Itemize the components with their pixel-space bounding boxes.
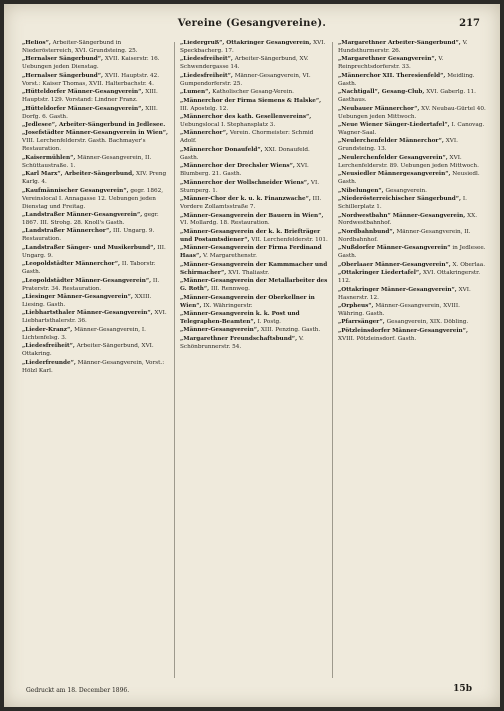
column-right <box>338 40 486 680</box>
list-item <box>338 56 486 72</box>
society-details: III. Apostelg. 12. <box>180 105 229 112</box>
list-item <box>338 245 486 261</box>
society-name: „Neubauer Männerchor“, <box>338 105 420 112</box>
list-item <box>338 303 486 319</box>
society-name: „Margarethner Arbeiter-Sängerbund“, <box>338 40 461 46</box>
list-item <box>338 40 486 56</box>
society-name: „Neulerchenfelder Männerchor“, <box>338 138 444 145</box>
society-details: XVI. Lerchenfelderstr. 89. Uebungen jeden Mittwoch. <box>338 154 479 169</box>
column-divider <box>174 42 175 678</box>
list-item <box>22 212 170 228</box>
society-details: Arbeiter-Sängerbund, XV. Schwendergasse 14. <box>180 56 309 71</box>
society-name: „Männer-Gesangverein der k. k. Briefträger und Postamtsdiener“, <box>180 228 321 243</box>
society-name: „Landstraßer Männerchor“, <box>22 228 112 235</box>
society-name: „Niederösterreichischer Sängerbund“, <box>338 196 462 203</box>
list-item <box>180 163 328 179</box>
page-header <box>4 18 500 38</box>
society-name: „Männer-Chor der k. u. k. Finanzwache“, <box>180 196 311 203</box>
society-name: „Josefstädter Männer-Gesangverein in Wien“, <box>22 130 168 137</box>
list-item <box>338 196 486 212</box>
society-name: „Hernalser Sängerbund“, <box>22 72 104 79</box>
society-details: XXI. Donaufeld. Gasth. <box>180 146 310 161</box>
list-item <box>22 261 170 277</box>
list-item <box>22 278 170 294</box>
society-name: „Jedlesee“, Arbeiter-Sängerbund in Jedlesee. <box>22 122 166 129</box>
society-details: Männer-Gesangverein, II. Schüttaustraße. 1. <box>22 154 152 169</box>
list-item <box>180 147 328 163</box>
society-name: „Hütteldorfer Männer-Gesangverein“, <box>22 89 144 96</box>
society-details: V. Reinprechtsdorferstr. 33. <box>338 56 444 71</box>
society-details: XIII. Dorfg. 6. Gasth. <box>22 105 158 120</box>
society-name: „Liedergruß“, Ottakringer Gesangverein, <box>180 40 312 46</box>
society-name: „Ottakringer Männer-Gesangverein“, <box>338 286 457 293</box>
society-details: V. Hundsthurmerstr. 26. <box>338 40 468 54</box>
page-footer <box>4 684 500 700</box>
society-details: XVII. Hauptstr. 42. Vorst.: Kaiser Thomas, XVII. Halterbachstr. 4. <box>22 72 160 87</box>
society-details: gegr. 1862, Vereinslocal I. Annagasse 12. Uebungen jeden Dienstag und Freitag. <box>22 187 164 210</box>
society-details: XIII. Penzing. Gasth. <box>260 327 321 334</box>
list-item <box>22 171 170 187</box>
list-item <box>180 98 328 114</box>
list-item <box>22 360 170 376</box>
society-name: „Neusiedler Männergesangverein“, <box>338 171 451 178</box>
list-item <box>180 336 328 352</box>
society-name: „Liedesfreiheit“, <box>22 343 75 350</box>
list-item <box>22 188 170 212</box>
list-item <box>22 40 170 56</box>
society-name: „Männerchor der Firma Siemens & Halske“, <box>180 97 322 104</box>
society-name: „Kaufmännischer Gesangverein“, <box>22 187 129 194</box>
society-details: III. Vordere Zollamtsstraße 7. <box>180 196 322 211</box>
society-name: „Margarethner Gesangverein“, <box>338 56 437 63</box>
column-divider <box>332 42 333 678</box>
list-item <box>180 40 328 56</box>
society-details: XXIII. Liesing. Gasth. <box>22 294 152 308</box>
list-item <box>338 188 486 196</box>
society-name: „Pötzleinsdorfer Männer-Gesangverein“, <box>338 327 468 334</box>
list-item <box>22 89 170 105</box>
list-item <box>180 196 328 212</box>
society-details: I. Schillerplatz 1. <box>338 196 467 211</box>
society-name: „Lumen“, <box>180 89 211 96</box>
society-details: Männer-Gesangverein, I. Lichtenfelsg. 3. <box>22 326 146 341</box>
directory-page <box>4 4 500 707</box>
society-name: „Nordwestbahn“ Männer-Gesangverein, <box>338 212 466 219</box>
society-details: XVI. Gaberlg. 11. Gasthaus. <box>338 89 476 104</box>
list-item <box>180 213 328 229</box>
society-name: „Liedesfreiheit“, <box>180 56 233 63</box>
society-name: „Nachtigall“, Gesang-Club, <box>338 89 425 96</box>
society-name: „Männer-Gesangverein der Kammmacher und Schirmacher“, <box>180 261 328 276</box>
society-details: gegr. 1867. III. Strohg. 28. Knoll's Gasth. <box>22 212 159 226</box>
list-item <box>22 106 170 122</box>
list-item <box>180 89 328 97</box>
society-name: „Leopoldstädter Männer-Gesangverein“, <box>22 277 152 284</box>
society-name: „Männerchor des kath. Gesellenvereins“, <box>180 114 312 121</box>
list-item <box>180 262 328 278</box>
society-details: XVI. Blumberg. 21. Gasth. <box>180 163 309 178</box>
society-details: Arbeiter-Sängerbund, XVI. Ottakring. <box>22 343 154 358</box>
society-details: VII. Lerchenfelderstr. 101. <box>251 236 328 243</box>
society-name: „Männer-Gesangverein k. k. Post und Telegraphen-Beamten“, <box>180 310 300 325</box>
society-details: Meidling. Gasth. <box>338 72 475 87</box>
society-name: „Leopoldstädter Männerchor“, <box>22 261 121 268</box>
society-name: „Liederfreunde“, <box>22 359 76 366</box>
society-details: XVI. Liebhartsthalerstr. 36. <box>22 310 167 325</box>
society-name: „Männerchor der Wollschneider Wiens“, <box>180 179 310 186</box>
society-details: XVIII. Pötzleinsdorf. Gasth. <box>338 335 417 342</box>
society-details: IX. Währingerstr. <box>203 302 253 309</box>
list-item <box>22 155 170 171</box>
society-name: „Männerchor der Drechsler Wiens“, <box>180 163 295 170</box>
society-name: „Neulerchenfelder Gesangverein“, <box>338 154 448 161</box>
society-name: „Karl Marx“, Arbeiter-Sängerbund, <box>22 171 135 178</box>
society-details: Männer-Gesangverein, VI. Gumpendorferstr. 25. <box>180 72 311 87</box>
list-item <box>338 171 486 187</box>
society-details: XVI. Ottakringerstr. 112. <box>338 270 481 285</box>
list-item <box>180 180 328 196</box>
society-details: X. Oberlaa. <box>452 261 486 268</box>
society-details: XIV. Preng Karlg. 4. <box>22 171 167 186</box>
list-item <box>180 73 328 89</box>
society-name: „Kaisermühlen“, <box>22 154 76 161</box>
list-item <box>338 328 486 344</box>
society-details: VI. Mollardg. 18. Restauration. <box>180 220 270 227</box>
society-details: XVI. Grundsteing. 13. <box>338 138 458 153</box>
list-item <box>338 262 486 270</box>
society-details: III. Rennweg. <box>210 286 250 293</box>
list-item <box>338 138 486 154</box>
list-item <box>22 294 170 310</box>
society-name: „Lieder-Kranz“, <box>22 326 73 333</box>
society-details: III. Ungarg. 9. <box>22 244 166 259</box>
society-name: „Nordbahnbund“, <box>338 228 395 235</box>
society-details: XVI. Thaliastr. <box>228 269 270 276</box>
society-details: Neusiedl. Gasth. <box>338 171 480 186</box>
list-item <box>22 130 170 154</box>
society-name: „Männer-Gesangverein der Firma Ferdinand Haas“, <box>180 245 322 260</box>
list-item <box>22 228 170 244</box>
list-item <box>338 106 486 122</box>
column-middle <box>180 40 328 680</box>
society-details: XX. Nordwestbahnhof. <box>338 212 477 227</box>
society-name: „Helios“, <box>22 40 51 46</box>
society-details: II. Praterstr. 34. Restauration. <box>22 277 160 292</box>
society-details: III. Ungarg. 9. Restauration. <box>22 228 155 243</box>
society-details: Gesangverein. <box>385 187 427 194</box>
list-item <box>338 89 486 105</box>
list-item <box>180 327 328 335</box>
society-name: „Nibelungen“, <box>338 187 384 194</box>
society-details: Männer-Gesangverein, XVIII. Währing. Gasth. <box>338 303 460 317</box>
society-name: „Pfarrsänger“, <box>338 319 385 326</box>
society-details: Gesangverein, XIX. Döbling. <box>386 319 469 326</box>
list-item <box>338 287 486 303</box>
society-name: „Ottakringer Liedertafel“, <box>338 270 422 277</box>
list-item <box>180 114 328 130</box>
list-item <box>338 122 486 138</box>
society-name: „Männer-Gesangverein der Bauern in Wien“, <box>180 212 324 219</box>
society-details: Arbeiter-Sängerbund in Niederösterreich, XVI. Grundsteing. 25. <box>22 40 138 54</box>
society-name: „Orpheus“, <box>338 303 374 309</box>
society-name: „Hütteldorfer Männer-Gesangverein“, <box>22 105 144 112</box>
list-item <box>338 229 486 245</box>
list-item <box>22 310 170 326</box>
list-item <box>180 229 328 245</box>
society-details: Uebungslocal I. Stephansplatz 3. <box>180 122 276 129</box>
society-name: „Nußdorfer Männer-Gesangverein“ <box>338 245 451 252</box>
list-item <box>180 245 328 261</box>
list-item <box>22 73 170 89</box>
list-item <box>22 327 170 343</box>
society-name: „Männer-Gesangverein der Oberkellner in Wien“, <box>180 294 315 309</box>
society-name: „Neue Wiener Sänger-Liedertafel“, <box>338 122 450 129</box>
society-details: V. Schönbrunnerstr. 54. <box>180 335 304 350</box>
society-name: „Männerchor“, <box>180 130 228 137</box>
society-name: „Landstraßer Männer-Gesangverein“, <box>22 212 143 219</box>
society-name: „Landstraßer Sänger- und Musikerbund“, <box>22 244 156 251</box>
society-name: „Liebhartsthaler Männer-Gesangverein“, <box>22 310 153 317</box>
society-name: „Liedesfreiheit“, <box>180 72 233 79</box>
list-item <box>180 295 328 311</box>
society-details: XIII. Hauptstr. 129. Vorstand: Lindner Franz. <box>22 89 158 104</box>
page-number: 217 <box>459 18 480 29</box>
society-details: Verein. Chormeister: Schmid Adolf. <box>180 130 314 145</box>
list-item <box>338 73 486 89</box>
column-left <box>22 40 170 680</box>
society-details: V. Margarethenstr. <box>203 253 257 260</box>
list-item <box>22 245 170 261</box>
list-item <box>22 56 170 72</box>
list-item <box>180 56 328 72</box>
society-details: XVI. Hasnerstr. 12. <box>338 286 471 301</box>
society-details: in Jedlesee. Gasth. <box>338 245 486 260</box>
list-item <box>338 270 486 286</box>
society-details: I. Canovag. Wagner-Saal. <box>338 122 485 136</box>
society-details: Männer-Gesangverein, II. Nordbahnhof. <box>338 228 471 243</box>
list-item <box>338 155 486 171</box>
society-name: „Liesinger Männer-Gesangverein“, <box>22 294 133 301</box>
list-item <box>22 122 170 130</box>
page-title: Vereine (Gesangvereine). <box>177 18 327 29</box>
list-item <box>180 311 328 327</box>
society-name: „Hernalser Sängerbund“, <box>22 56 104 63</box>
society-name: „Männerchor Donaufeld“, <box>180 146 263 153</box>
society-name: „Männer-Gesangverein der Metallarbeiter des G. Roth“, <box>180 278 328 293</box>
society-name: „Männer-Gesangverein“, <box>180 327 260 334</box>
society-details: II. Taborstr. Gasth. <box>22 261 156 276</box>
society-details: XV. Neubau-Gürtel 40. Uebungen jeden Mittwoch. <box>338 105 486 120</box>
list-item <box>338 319 486 327</box>
list-item <box>338 213 486 229</box>
list-item <box>180 278 328 294</box>
society-details: VI. Stumperg. 1. <box>180 179 320 194</box>
society-name: „Margarethner Freundschaftsbund“, <box>180 335 298 342</box>
society-details: Katholischer Gesang-Verein. <box>212 89 294 96</box>
society-details: XVII. Kaiserstr. 16. Uebungen jeden Dienstag. <box>22 56 160 71</box>
society-details: XVI. Speckbacherg. 17. <box>180 40 326 54</box>
society-name: „Männerchor XII. Theresienfeld“, <box>338 72 446 79</box>
society-details: I. Postg. <box>257 318 281 325</box>
list-item <box>22 343 170 359</box>
signature-mark: 15b <box>453 684 472 694</box>
print-date: Gedruckt am 18. December 1896. <box>26 687 130 694</box>
society-name: „Oberlaaer Männer-Gesangverein“, <box>338 261 451 268</box>
society-details: Männer-Gesangverein, Vorst.: Hölzl Karl. <box>22 359 165 374</box>
list-item <box>180 130 328 146</box>
society-details: VIII. Lerchenfelderstr. Gasth. Bachmayer's Restauration. <box>22 138 146 153</box>
